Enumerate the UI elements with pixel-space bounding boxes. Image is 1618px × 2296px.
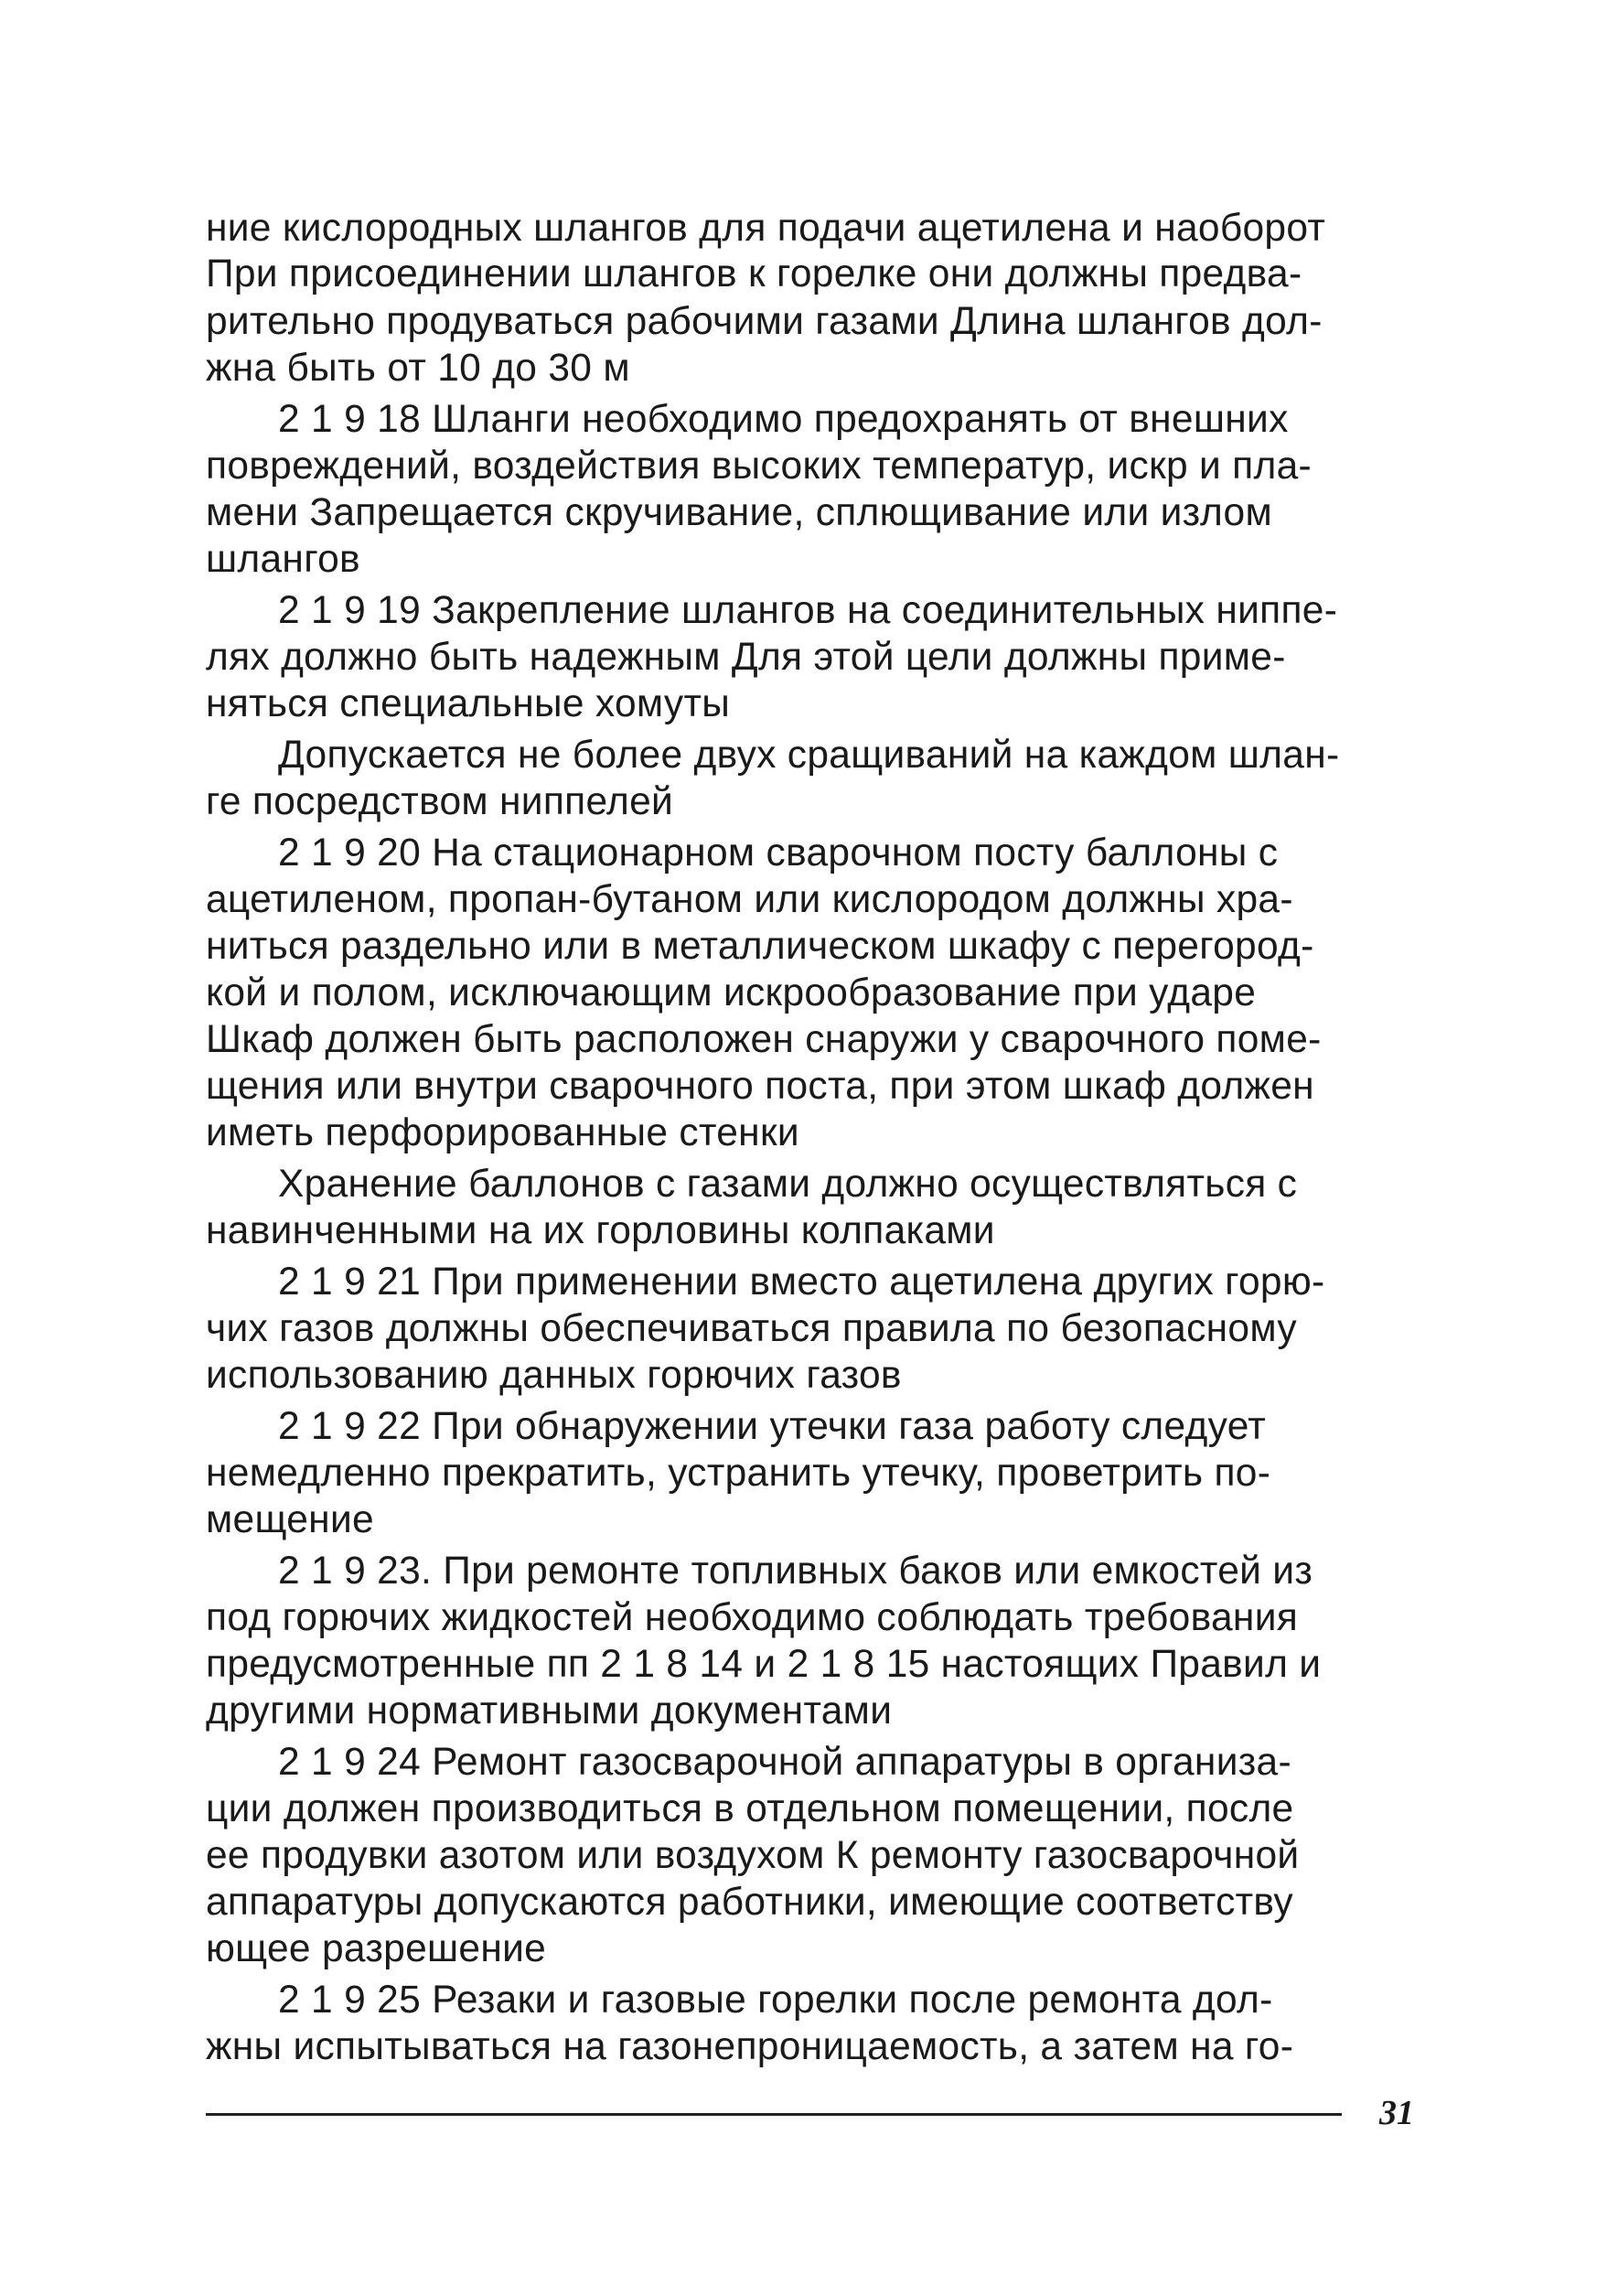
text-line: использованию данных горючих газов: [206, 1354, 902, 1397]
text-line: 2 1 9 18 Шланги необходимо предохранять от внешних: [278, 398, 1289, 441]
text-line: мени Запрещается скручивание, сплющивание или излом: [206, 491, 1272, 534]
text-line: При присоединении шлангов к горелке они должны предва-: [206, 252, 1302, 295]
text-line: 2 1 9 21 При применении вместо ацетилена других горю-: [278, 1261, 1325, 1304]
text-line: навинченными на их горловины колпаками: [206, 1209, 995, 1252]
text-line: лях должно быть надежным Для этой цели должны приме-: [206, 636, 1286, 679]
text-line: предусмотренные пп 2 1 8 14 и 2 1 8 15 настоящих Правил и: [206, 1643, 1322, 1686]
text-line: рительно продуваться рабочими газами Длина шлангов дол-: [206, 300, 1323, 343]
text-line: Шкаф должен быть расположен снаружи у сварочного поме-: [206, 1018, 1322, 1061]
text-line: ниться раздельно или в металлическом шкафу с перегород-: [206, 925, 1314, 968]
text-line: аппаратуры допускаются работники, имеющие соответству: [206, 1881, 1293, 1924]
text-line: 2 1 9 25 Резаки и газовые горелки после ремонта дол-: [278, 1979, 1273, 2022]
text-line: Хранение баллонов с газами должно осуществляться с: [278, 1163, 1298, 1206]
text-line: мещение: [206, 1498, 374, 1541]
text-line: 2 1 9 24 Ремонт газосварочной аппаратуры в организа-: [278, 1741, 1291, 1784]
text-line: 2 1 9 19 Закрепление шлангов на соединительных ниппе-: [278, 589, 1338, 632]
text-line: шлангов: [206, 538, 360, 581]
text-line: немедленно прекратить, устранить утечку, проветрить по-: [206, 1452, 1271, 1495]
text-line: другими нормативными документами: [206, 1690, 893, 1733]
text-line: чих газов должны обеспечиваться правила по безопасному: [206, 1307, 1297, 1350]
text-line: 2 1 9 20 На стационарном сварочном посту баллоны с: [278, 831, 1279, 874]
text-line: под горючих жидкостей необходимо соблюдать требования: [206, 1596, 1299, 1639]
text-line: Допускается не более двух сращиваний на каждом шлан-: [278, 734, 1340, 777]
footer-rule: [206, 2113, 1342, 2116]
text-line: жны испытываться на газонепроницаемость, а затем на го-: [206, 2025, 1294, 2068]
text-line: жна быть от 10 до 30 м: [206, 347, 630, 390]
text-line: ге посредством ниппелей: [206, 780, 674, 823]
text-line: ции должен производиться в отдельном помещении, после: [206, 1787, 1294, 1830]
text-line: иметь перфорированные стенки: [206, 1111, 799, 1154]
text-line: повреждений, воздействия высоких температур, искр и пла-: [206, 445, 1312, 488]
text-line: ние кислородных шлангов для подачи ацетилена и наоборот: [206, 207, 1326, 250]
page-number: 31: [1379, 2094, 1414, 2132]
text-line: ее продувки азотом или воздухом К ремонту газосварочной: [206, 1834, 1300, 1877]
text-line: няться специальные хомуты: [206, 682, 731, 725]
text-line: 2 1 9 23. При ремонте топливных баков или емкостей из: [278, 1550, 1313, 1593]
text-line: щения или внутри сварочного поста, при этом шкаф должен: [206, 1065, 1314, 1108]
text-line: ющее разрешение: [206, 1927, 547, 1970]
text-line: ацетиленом, пропан-бутаном или кислородом должны хра-: [206, 878, 1293, 921]
text-line: кой и полом, исключающим искрообразование при ударе: [206, 971, 1257, 1014]
text-line: 2 1 9 22 При обнаружении утечки газа работу следует: [278, 1405, 1266, 1448]
